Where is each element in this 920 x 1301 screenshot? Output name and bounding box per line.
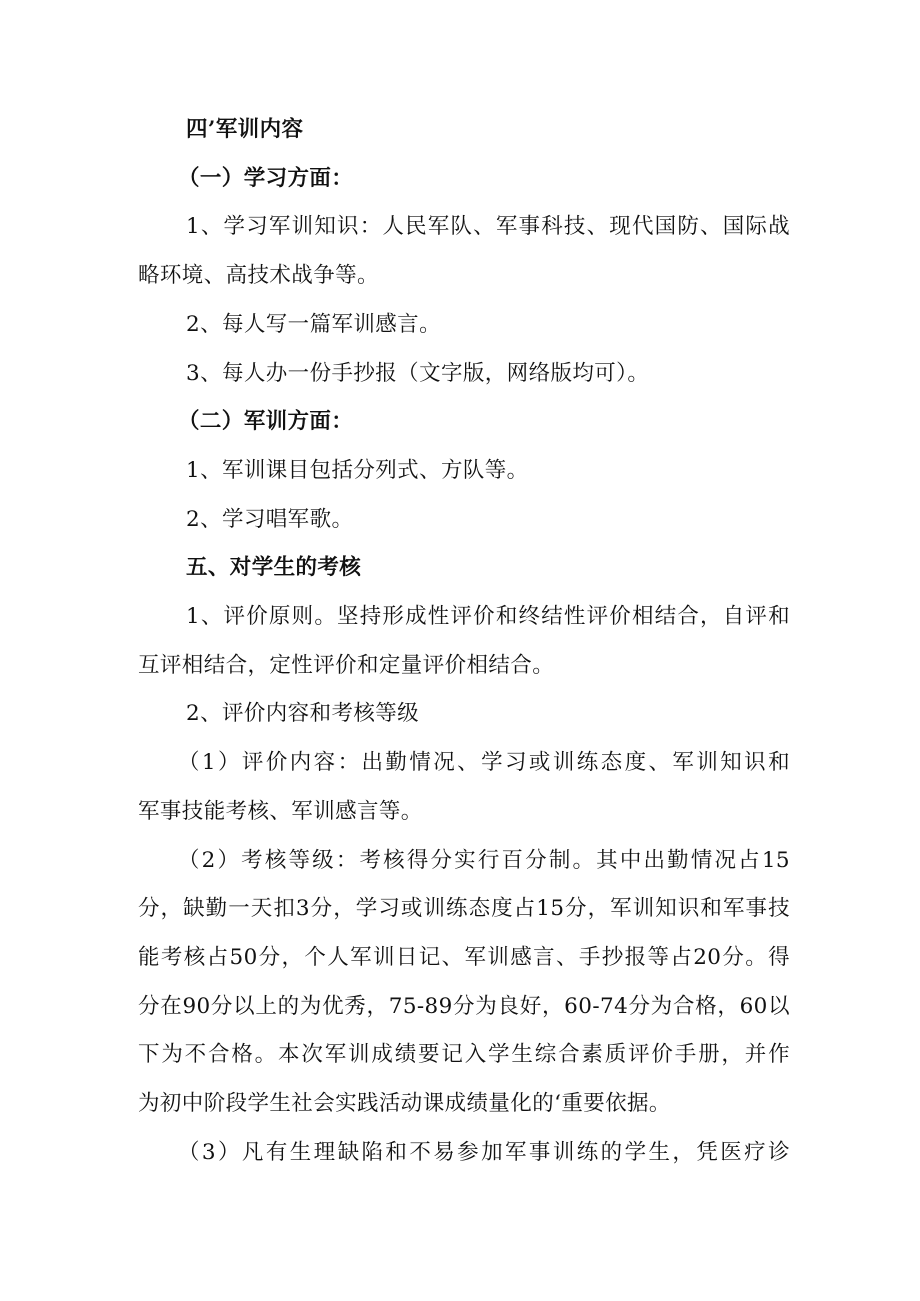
grade-line-2: 分，缺勤一天扣3分，学习或训练态度占15分，军训知识和军事技 <box>138 896 790 922</box>
principle-line-2: 互评相结合，定性评价和定量评价相结合。 <box>138 652 555 678</box>
study-item-1-line-1: 1、学习军训知识：人民军队、军事科技、现代国防、国际战 <box>186 214 790 240</box>
grade-line-6: 为初中阶段学生社会实践活动课成绩量化的‘重要依据。 <box>138 1091 671 1117</box>
section-five-heading: 五、对学生的考核 <box>186 555 362 581</box>
grade-line-5: 下为不合格。本次军训成绩要记入学生综合素质评价手册，并作 <box>138 1042 790 1068</box>
document-body <box>138 106 798 1177</box>
training-subheading: （二）军训方面： <box>178 409 354 435</box>
training-item-2: 2、学习唱军歌。 <box>186 506 354 532</box>
training-item-1: 1、军训课目包括分列式、方队等。 <box>186 457 529 483</box>
study-item-3: 3、每人办一份手抄报（文字版，网络版均可）。 <box>186 360 650 386</box>
eval-content-line-1: （1）评价内容：出勤情况、学习或训练态度、军训知识和 <box>178 750 790 776</box>
study-subheading: （一）学习方面： <box>178 165 354 191</box>
study-item-2: 2、每人写一篇军训感言。 <box>186 311 441 337</box>
grade-line-1: （2）考核等级：考核得分实行百分制。其中出勤情况占15 <box>178 847 790 873</box>
item-3-line-1: （3）凡有生理缺陷和不易参加军事训练的学生，凭医疗诊 <box>178 1139 790 1165</box>
study-item-1-line-2: 略环境、高技术战争等。 <box>138 263 379 289</box>
grade-line-4: 分在90分以上的为优秀，75-89分为良好，60-74分为合格，60以 <box>138 993 790 1019</box>
content-grade-title: 2、评价内容和考核等级 <box>186 701 420 727</box>
principle-line-1: 1、评价原则。坚持形成性评价和终结性评价相结合，自评和 <box>186 604 790 630</box>
grade-line-3: 能考核占50分，个人军训日记、军训感言、手抄报等占20分。得 <box>138 944 790 970</box>
section-four-heading: 四’军训内容 <box>186 117 304 142</box>
eval-content-line-2: 军事技能考核、军训感言等。 <box>138 798 423 824</box>
